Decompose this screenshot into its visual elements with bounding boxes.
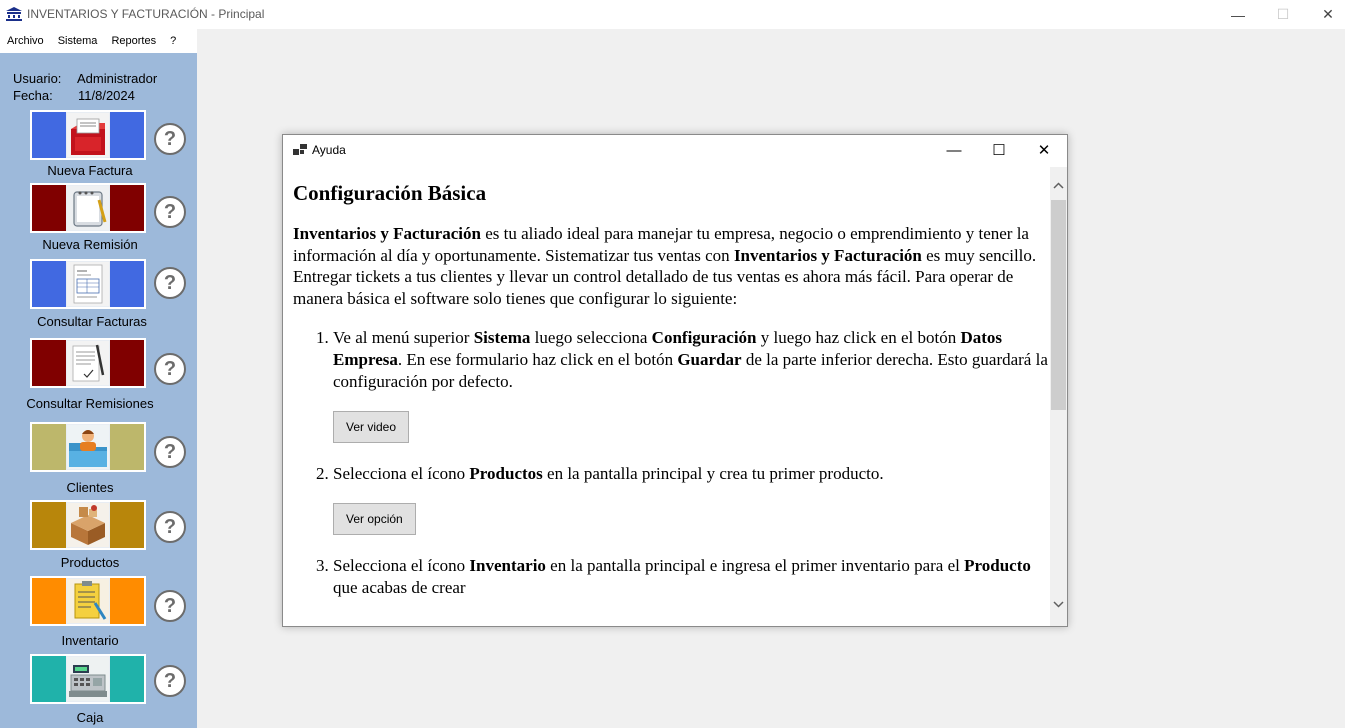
- nueva-factura-button[interactable]: [30, 110, 146, 160]
- nueva-remision-label: Nueva Remisión: [42, 237, 138, 252]
- nueva-factura-label: Nueva Factura: [47, 163, 133, 178]
- menu-archivo[interactable]: Archivo: [7, 35, 44, 47]
- dialog-minimize-button[interactable]: —: [946, 141, 962, 159]
- invoice-folder-icon: [67, 113, 109, 157]
- menu-bar: [0, 29, 197, 53]
- help-step-2: 2. Selecciona el ícono Productos en la pantalla principal y crea tu primer producto. Ver opción: [333, 463, 1051, 535]
- date-value: 11/8/2024: [78, 88, 135, 103]
- user-info: [13, 71, 158, 86]
- ver-video-button[interactable]: Ver video: [333, 411, 409, 443]
- dialog-app-icon: [293, 144, 307, 156]
- cash-register-icon: [67, 657, 109, 701]
- scroll-down-arrow-icon[interactable]: [1050, 596, 1067, 613]
- help-heading: Configuración Básica: [293, 181, 487, 205]
- inventario-label: Inventario: [61, 633, 119, 648]
- clientes-button[interactable]: [30, 422, 146, 472]
- productos-help-button[interactable]: ?: [154, 511, 186, 543]
- menu-sistema[interactable]: Sistema: [57, 35, 98, 47]
- clientes-help-button[interactable]: ?: [154, 436, 186, 468]
- menu-help[interactable]: ?: [170, 35, 177, 47]
- minimize-button[interactable]: —: [1231, 6, 1245, 23]
- ver-opcion-button[interactable]: Ver opción: [333, 503, 416, 535]
- dialog-maximize-button[interactable]: ☐: [992, 142, 1006, 159]
- sidebar: [0, 53, 197, 728]
- signed-document-icon: [67, 341, 109, 385]
- dialog-close-button[interactable]: ✕: [1037, 142, 1051, 159]
- dialog-scrollbar[interactable]: [1050, 167, 1067, 626]
- title-bar: [0, 0, 1345, 29]
- user-label: Usuario:: [13, 71, 62, 86]
- help-content: [293, 171, 1051, 623]
- clipboard-icon: [67, 579, 109, 623]
- product-box-icon: [67, 503, 109, 547]
- help-step-3: 3. Selecciona el ícono Inventario en la pantalla principal e ingresa el primer inventario para el Producto que acabas de crear: [333, 555, 1051, 599]
- productos-button[interactable]: [30, 500, 146, 550]
- scroll-up-arrow-icon[interactable]: [1050, 177, 1067, 194]
- window-title: INVENTARIOS Y FACTURACIÓN - Principal: [27, 7, 265, 21]
- scroll-thumb[interactable]: [1051, 200, 1066, 410]
- date-label: Fecha:: [13, 88, 53, 103]
- caja-button[interactable]: [30, 654, 146, 704]
- notepad-icon: [67, 186, 109, 230]
- help-step-1: 1. Ve al menú superior Sistema luego selecciona Configuración y luego haz click en el botón Datos Empresa. En ese formulario haz click en el botón Guardar de la parte inferior derecha. Esto guardará la configuración por defecto. Ver video: [333, 327, 1051, 443]
- productos-label: Productos: [60, 555, 120, 570]
- document-table-icon: [67, 262, 109, 306]
- nueva-remision-button[interactable]: [30, 183, 146, 233]
- maximize-button[interactable]: ☐: [1276, 6, 1290, 22]
- nueva-factura-help-button[interactable]: ?: [154, 123, 186, 155]
- consultar-facturas-label: Consultar Facturas: [37, 314, 147, 329]
- client-folder-icon: [67, 425, 109, 469]
- help-steps-list: [293, 327, 1051, 599]
- help-dialog: [282, 134, 1068, 627]
- date-info: [13, 88, 135, 103]
- nueva-remision-help-button[interactable]: ?: [154, 196, 186, 228]
- menu-reportes[interactable]: Reportes: [111, 35, 157, 47]
- app-bank-icon: [6, 7, 22, 21]
- consultar-facturas-button[interactable]: [30, 259, 146, 309]
- dialog-title-bar: [283, 135, 1067, 165]
- caja-help-button[interactable]: ?: [154, 665, 186, 697]
- consultar-facturas-help-button[interactable]: ?: [154, 267, 186, 299]
- consultar-remisiones-button[interactable]: [30, 338, 146, 388]
- inventario-help-button[interactable]: ?: [154, 590, 186, 622]
- dialog-title: Ayuda: [312, 143, 346, 157]
- inventario-button[interactable]: [30, 576, 146, 626]
- help-intro: Inventarios y Facturación es tu aliado ideal para manejar tu empresa, negocio o emprendimiento y tener la información al día y oportunamente. Sistematizar tus ventas con Inventarios y Facturación es muy sencillo. Entregar tickets a tus clientes y llevar un control detallado de tus ventas es ahora más fácil. Para operar de manera básica el software solo tienes que configurar lo siguiente:: [293, 224, 1037, 308]
- user-value: Administrador: [77, 71, 158, 86]
- close-button[interactable]: ✕: [1322, 6, 1334, 22]
- caja-label: Caja: [76, 710, 104, 725]
- clientes-label: Clientes: [66, 480, 114, 495]
- consultar-remisiones-label: Consultar Remisiones: [26, 396, 154, 411]
- consultar-remisiones-help-button[interactable]: ?: [154, 353, 186, 385]
